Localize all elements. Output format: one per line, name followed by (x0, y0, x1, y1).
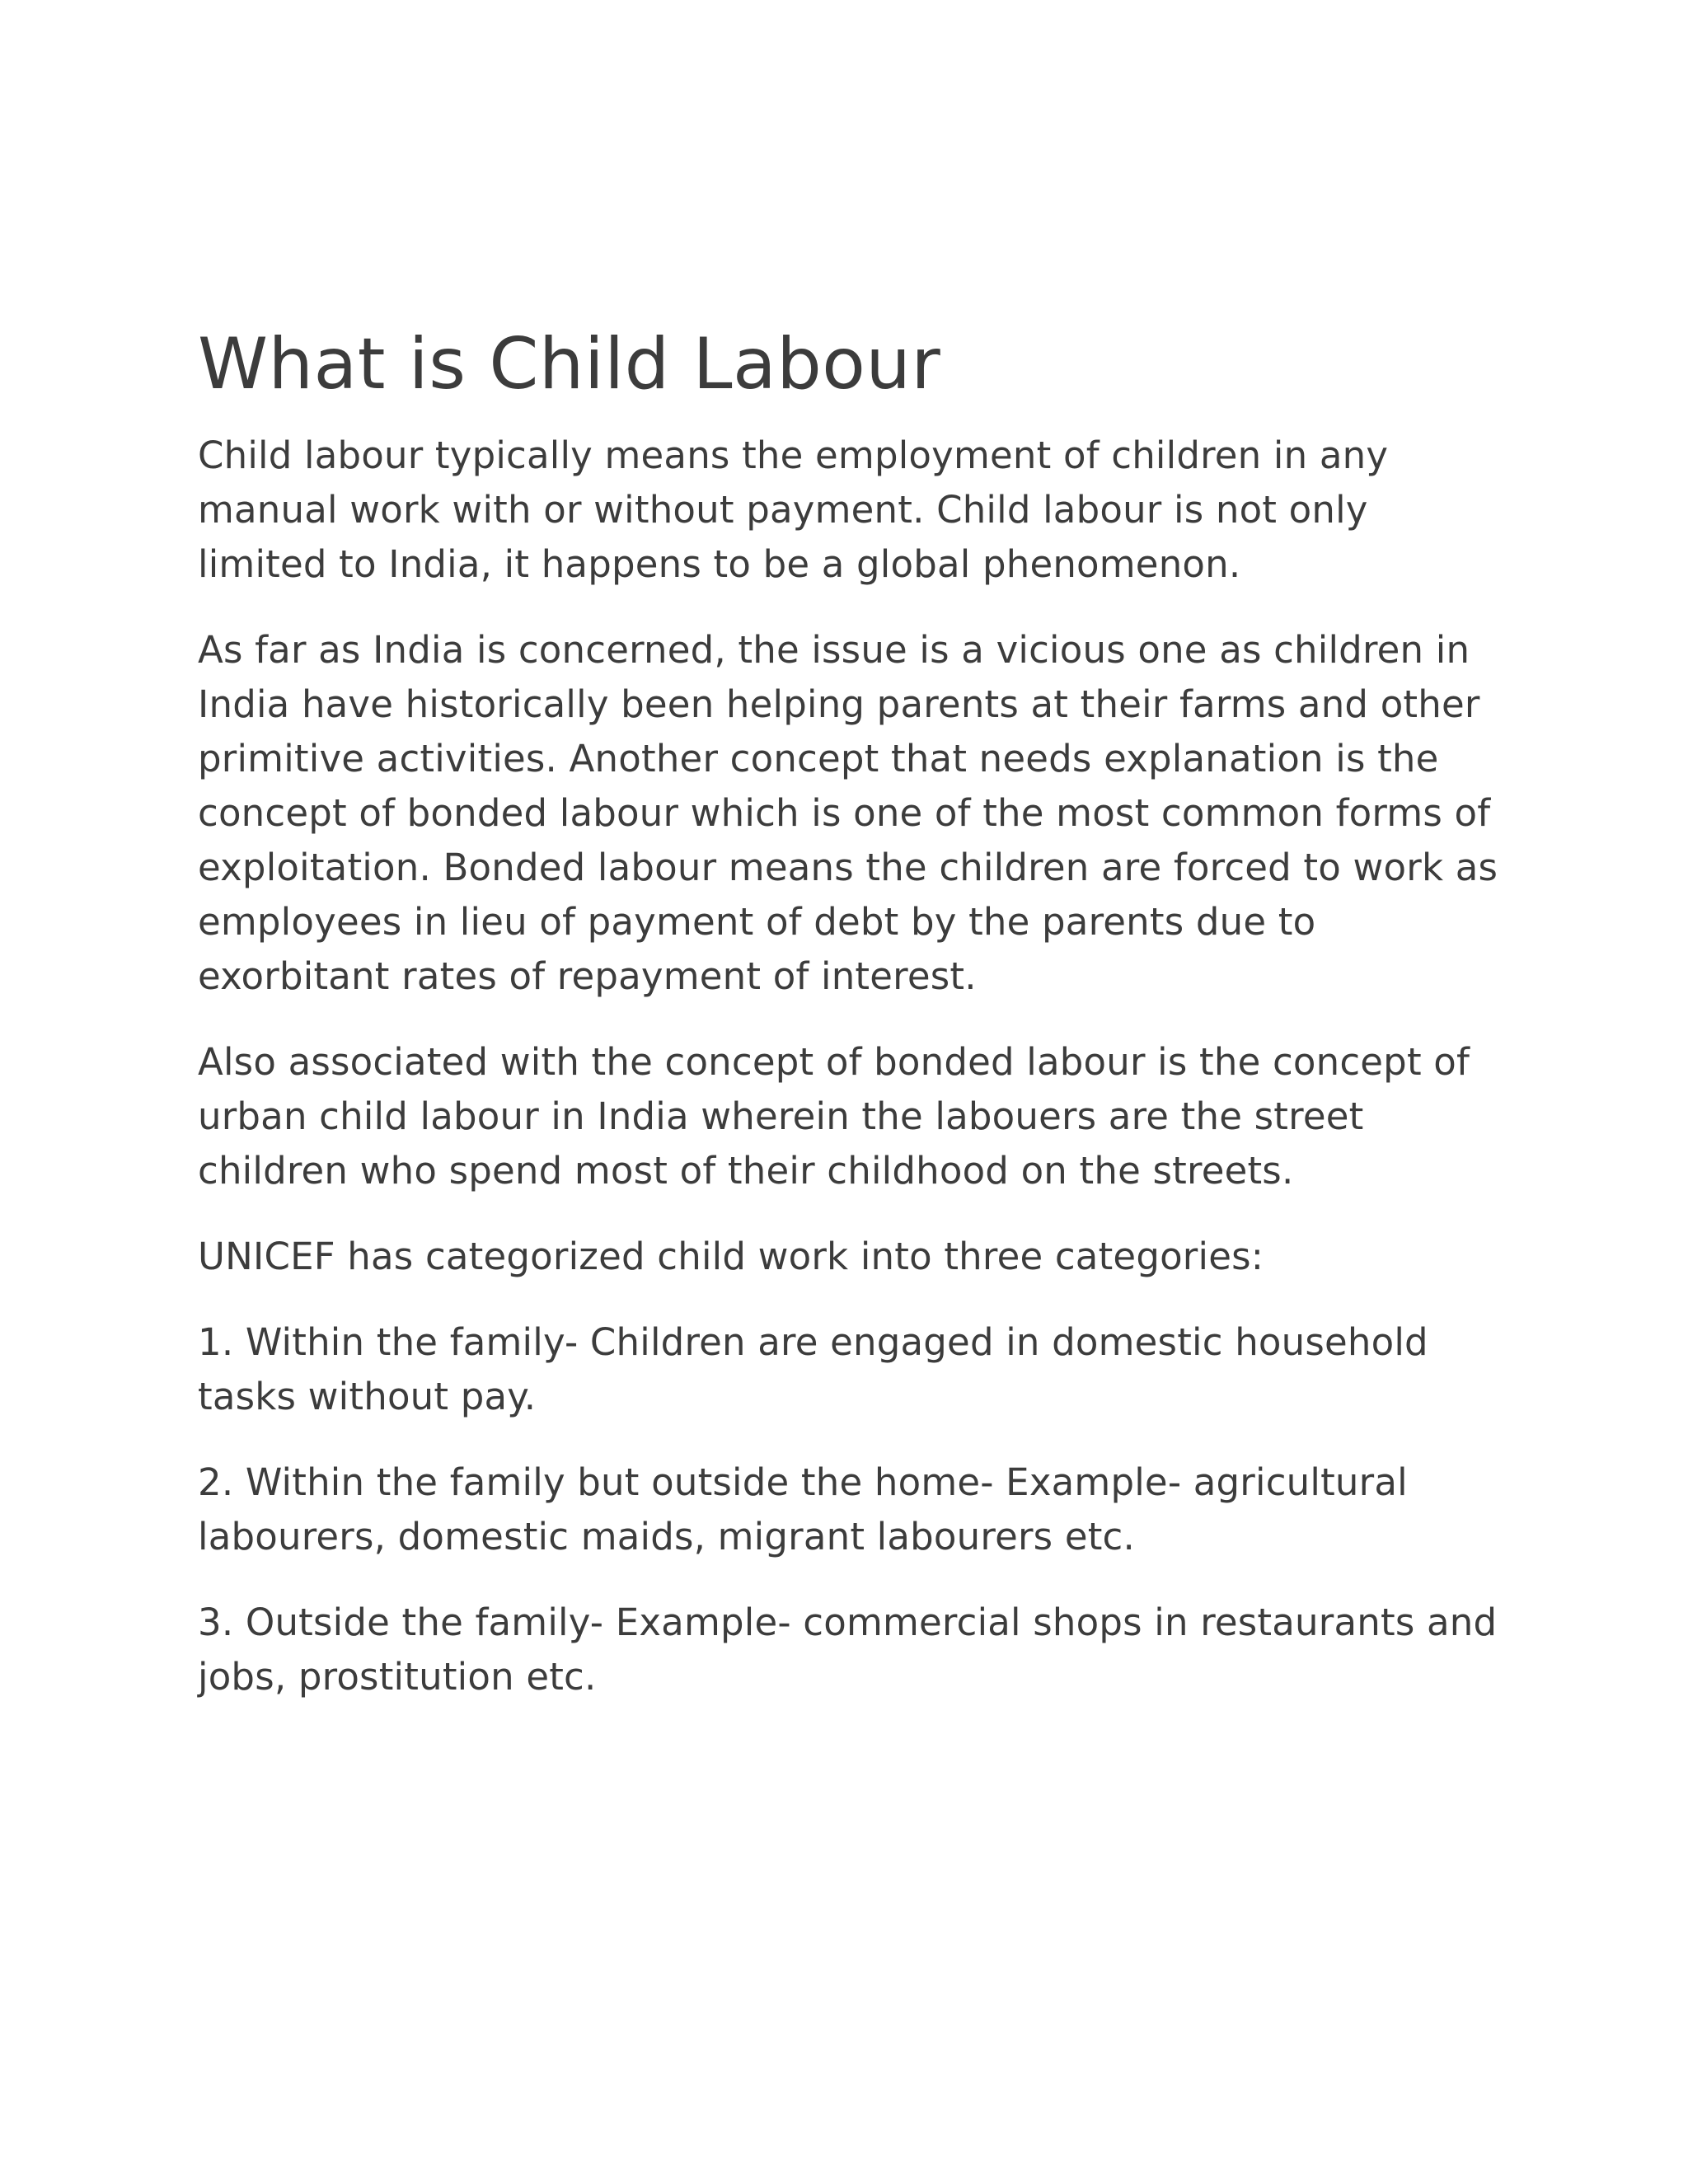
list-item-within-family: 1. Within the family- Children are engaged in domestic household tasks without pay. (198, 1319, 1428, 1418)
document-page (198, 323, 1500, 1736)
paragraph-urban-child-labour: Also associated with the concept of bonded labour is the concept of urban child labour in India wherein the labouers are the street children who spend most of their childhood on the streets. (198, 1039, 1470, 1193)
paragraph-india-bonded-labour: As far as India is concerned, the issue is a vicious one as children in India have historically been helping parents at their farms and other primitive activities. Another concept that needs explanation is the concept of bonded labour which is one of the most common forms of exploitation. Bonded labour means the children are forced to work as employees in lieu of payment of debt by the parents due to exorbitant rates of repayment of interest. (198, 627, 1498, 998)
paragraph-unicef-intro: UNICEF has categorized child work into three categories: (198, 1234, 1264, 1278)
paragraph-definition: Child labour typically means the employment of children in any manual work with or without payment. Child labour is not only limited to India, it happens to be a global phenomenon. (198, 433, 1389, 586)
page-title: What is Child Labour (198, 323, 941, 405)
list-item-outside-family: 3. Outside the family- Example- commercial shops in restaurants and jobs, prostitution etc. (198, 1600, 1498, 1699)
list-item-outside-home: 2. Within the family but outside the home- Example- agricultural labourers, domestic maids, migrant labourers etc. (198, 1460, 1408, 1558)
